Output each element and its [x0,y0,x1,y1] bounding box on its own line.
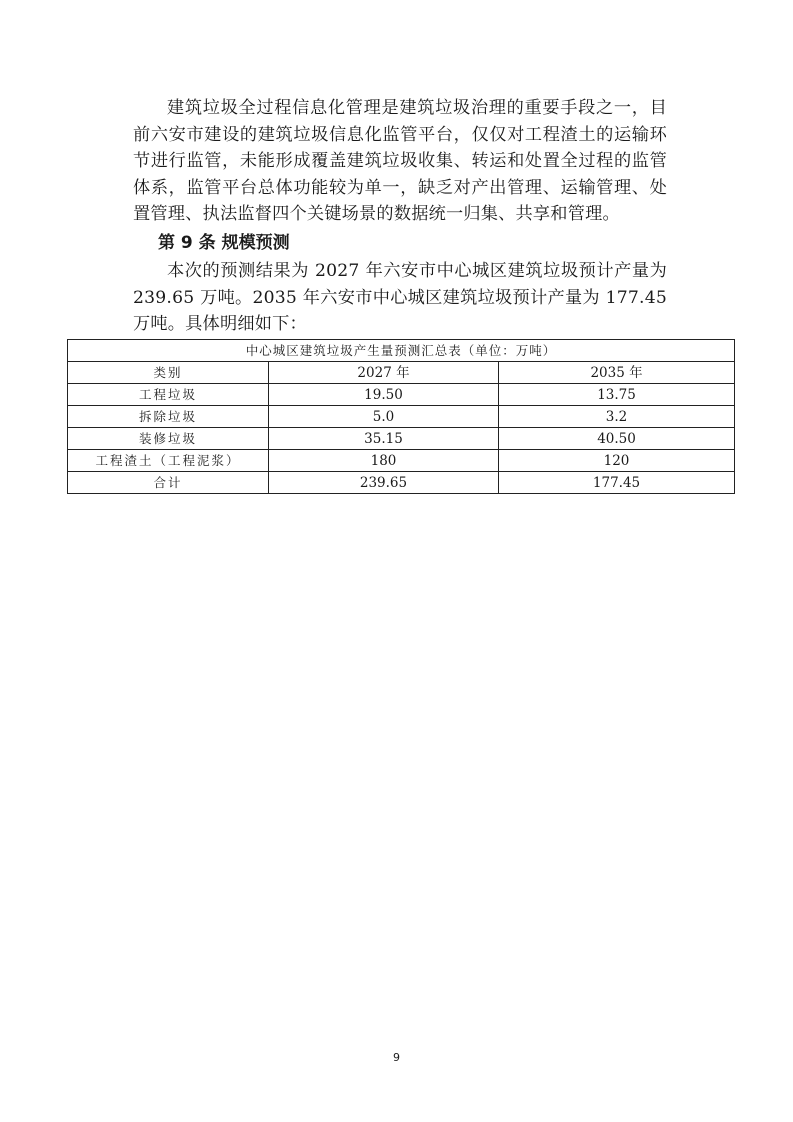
row-label: 工程渣土（工程泥浆） [68,450,269,472]
value-2027: 5.0 [269,406,499,428]
value-2035: 177.45 [499,472,735,494]
section-heading: 第 9 条 规模预测 [158,233,290,253]
column-header-2027: 2027 年 [269,362,499,384]
value-2035: 3.2 [499,406,735,428]
value-2035: 120 [499,450,735,472]
row-label: 拆除垃圾 [68,406,269,428]
forecast-table [67,339,735,494]
table-row [68,450,735,472]
body-paragraph-2: 本次的预测结果为 2027 年六安市中心城区建筑垃圾预计产量为 239.65 万吨。2035 年六安市中心城区建筑垃圾预计产量为 177.45 万吨。具体明细如下： [133,261,667,335]
value-2027: 239.65 [269,472,499,494]
table-caption-row [68,340,735,362]
page-number: 9 [393,1051,400,1064]
row-label: 合计 [68,472,269,494]
value-2027: 180 [269,450,499,472]
forecast-table-container [67,339,734,494]
table-total-row [68,472,735,494]
value-2035: 13.75 [499,384,735,406]
value-2027: 35.15 [269,428,499,450]
table-row [68,428,735,450]
table-caption: 中心城区建筑垃圾产生量预测汇总表（单位：万吨） [68,340,735,362]
row-label: 装修垃圾 [68,428,269,450]
table-row [68,406,735,428]
body-paragraph-1: 建筑垃圾全过程信息化管理是建筑垃圾治理的重要手段之一，目前六安市建设的建筑垃圾信息化监管平台，仅仅对工程渣土的运输环节进行监管，未能形成覆盖建筑垃圾收集、转运和处置全过程的监管体系，监管平台总体功能较为单一，缺乏对产出管理、运输管理、处置管理、执法监督四个关键场景的数据统一归集、共享和管理。 [133,98,667,225]
value-2027: 19.50 [269,384,499,406]
row-label: 工程垃圾 [68,384,269,406]
column-header-category: 类别 [68,362,269,384]
table-row [68,384,735,406]
column-header-2035: 2035 年 [499,362,735,384]
table-header-row [68,362,735,384]
value-2035: 40.50 [499,428,735,450]
